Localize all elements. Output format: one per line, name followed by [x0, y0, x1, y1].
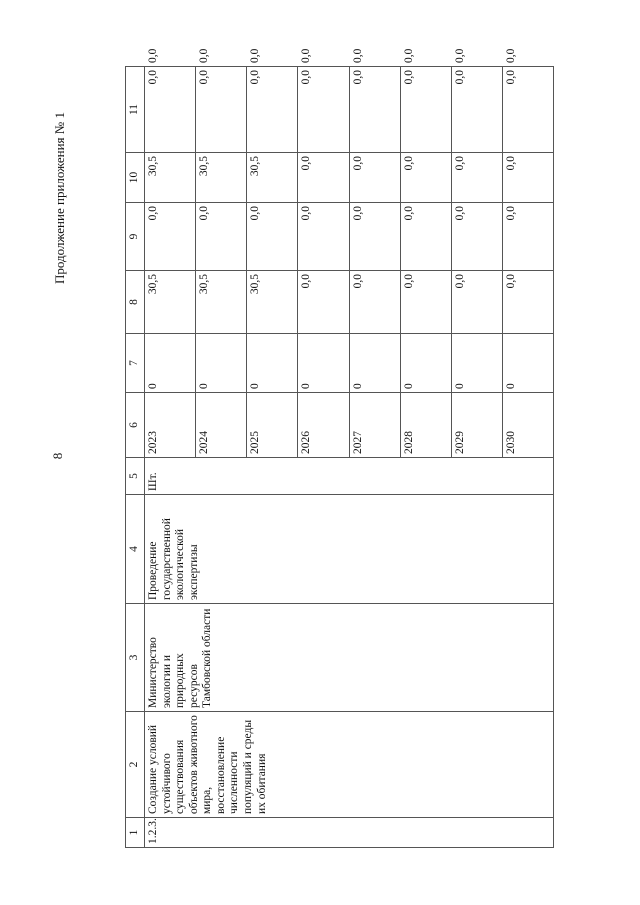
value-cell: 0,0: [196, 203, 247, 271]
value-cell: 0: [400, 334, 451, 393]
row-index: 1.2.3.: [145, 818, 554, 848]
value-cell: 0: [298, 334, 349, 393]
col-num: 7: [126, 334, 145, 393]
value-cell: 0: [451, 334, 502, 393]
year-cell: 2027: [349, 393, 400, 458]
value-cell: 0,0: [247, 203, 298, 271]
value-cell: 0: [349, 334, 400, 393]
value-cell: 30,5: [145, 153, 196, 203]
year-cell: 2029: [451, 393, 502, 458]
col-num: 5: [126, 458, 145, 495]
year-cell: 2028: [400, 393, 451, 458]
value-cell: 0,0: [298, 203, 349, 271]
value-cell: 30,5: [196, 153, 247, 203]
value-cell: 0,0: [451, 153, 502, 203]
year-cell: 2023: [145, 393, 196, 458]
indicator: Проведение государственной экологической экспертизы: [145, 495, 554, 604]
value-cell: 30,5: [145, 271, 196, 334]
unit: Шт.: [145, 458, 554, 495]
value-cell: 0,0: [298, 271, 349, 334]
value-cell: 0,0: [502, 271, 553, 334]
value-cell: 0,0: [349, 271, 400, 334]
value-cell: 0,0: [451, 271, 502, 334]
value-cell: 0,0: [145, 203, 196, 271]
executor: Министерство экологии и природных ресурсов Тамбовской области: [145, 604, 554, 712]
value-cell: 0,0: [349, 203, 400, 271]
col-num: 1: [126, 818, 145, 848]
table-row: 2027 0 0,0 0,0 0,0 0,0 0,0: [349, 67, 400, 848]
value-cell: 0,0: [349, 153, 400, 203]
col-num: 4: [126, 495, 145, 604]
col-num: 2: [126, 712, 145, 818]
rotated-table-container: [125, 48, 554, 848]
table-row: 2030 0 0,0 0,0 0,0 0,0 0,0: [502, 67, 553, 848]
value-cell: 0,0: [502, 153, 553, 203]
col-num: 11: [126, 67, 145, 153]
col-num: 9: [126, 203, 145, 271]
value-cell: 0,0: [400, 203, 451, 271]
table-row: 2024 0 30,5 0,0 30,5 0,0 0,0: [196, 67, 247, 848]
col-num: 8: [126, 271, 145, 334]
budget-table: [125, 48, 554, 848]
appendix-title: Продолжение приложения № 1: [52, 112, 67, 284]
value-cell: 0,0: [247, 67, 298, 153]
value-cell: 0,0: [400, 153, 451, 203]
year-cell: 2025: [247, 393, 298, 458]
value-cell: 0,0: [196, 67, 247, 153]
value-cell: 0,0: [502, 67, 553, 153]
value-cell: 0: [247, 334, 298, 393]
col-num: 6: [126, 393, 145, 458]
table-row: 2025 0 30,5 0,0 30,5 0,0 0,0: [247, 67, 298, 848]
value-cell: 0: [145, 334, 196, 393]
value-cell: 0,0: [298, 153, 349, 203]
value-cell: 30,5: [247, 153, 298, 203]
value-cell: 0,0: [145, 67, 196, 153]
value-cell: 30,5: [247, 271, 298, 334]
col-num: 3: [126, 604, 145, 712]
table-row: 1.2.3. Создание условий устойчивого существования объектов животного мира, восстановление численности популяций и среды их обитания Министерство экологии и природных ресурсов Тамбовской области Проведение государственной экологической экспертизы Шт. 2023 0 30,5 0,0 30,5 0,0 0,0: [145, 67, 196, 848]
column-numbers-row: [126, 67, 145, 848]
value-cell: 0,0: [451, 67, 502, 153]
value-cell: 0,0: [502, 203, 553, 271]
table-row: 2029 0 0,0 0,0 0,0 0,0 0,0: [451, 67, 502, 848]
table-row: 2026 0 0,0 0,0 0,0 0,0 0,0: [298, 67, 349, 848]
year-cell: 2024: [196, 393, 247, 458]
value-cell: 0,0: [349, 67, 400, 153]
table-row: 2028 0 0,0 0,0 0,0 0,0 0,0: [400, 67, 451, 848]
value-cell: 30,5: [196, 271, 247, 334]
page-number: 8: [50, 452, 65, 460]
col-num: 10: [126, 153, 145, 203]
value-cell: 0,0: [400, 271, 451, 334]
year-cell: 2026: [298, 393, 349, 458]
measure-name: Создание условий устойчивого существования объектов животного мира, восстановление численности популяций и среды их обитания: [145, 712, 554, 818]
value-cell: 0: [502, 334, 553, 393]
value-cell: 0: [196, 334, 247, 393]
value-cell: 0,0: [298, 67, 349, 153]
value-cell: 0,0: [451, 203, 502, 271]
year-cell: 2030: [502, 393, 553, 458]
value-cell: 0,0: [400, 67, 451, 153]
